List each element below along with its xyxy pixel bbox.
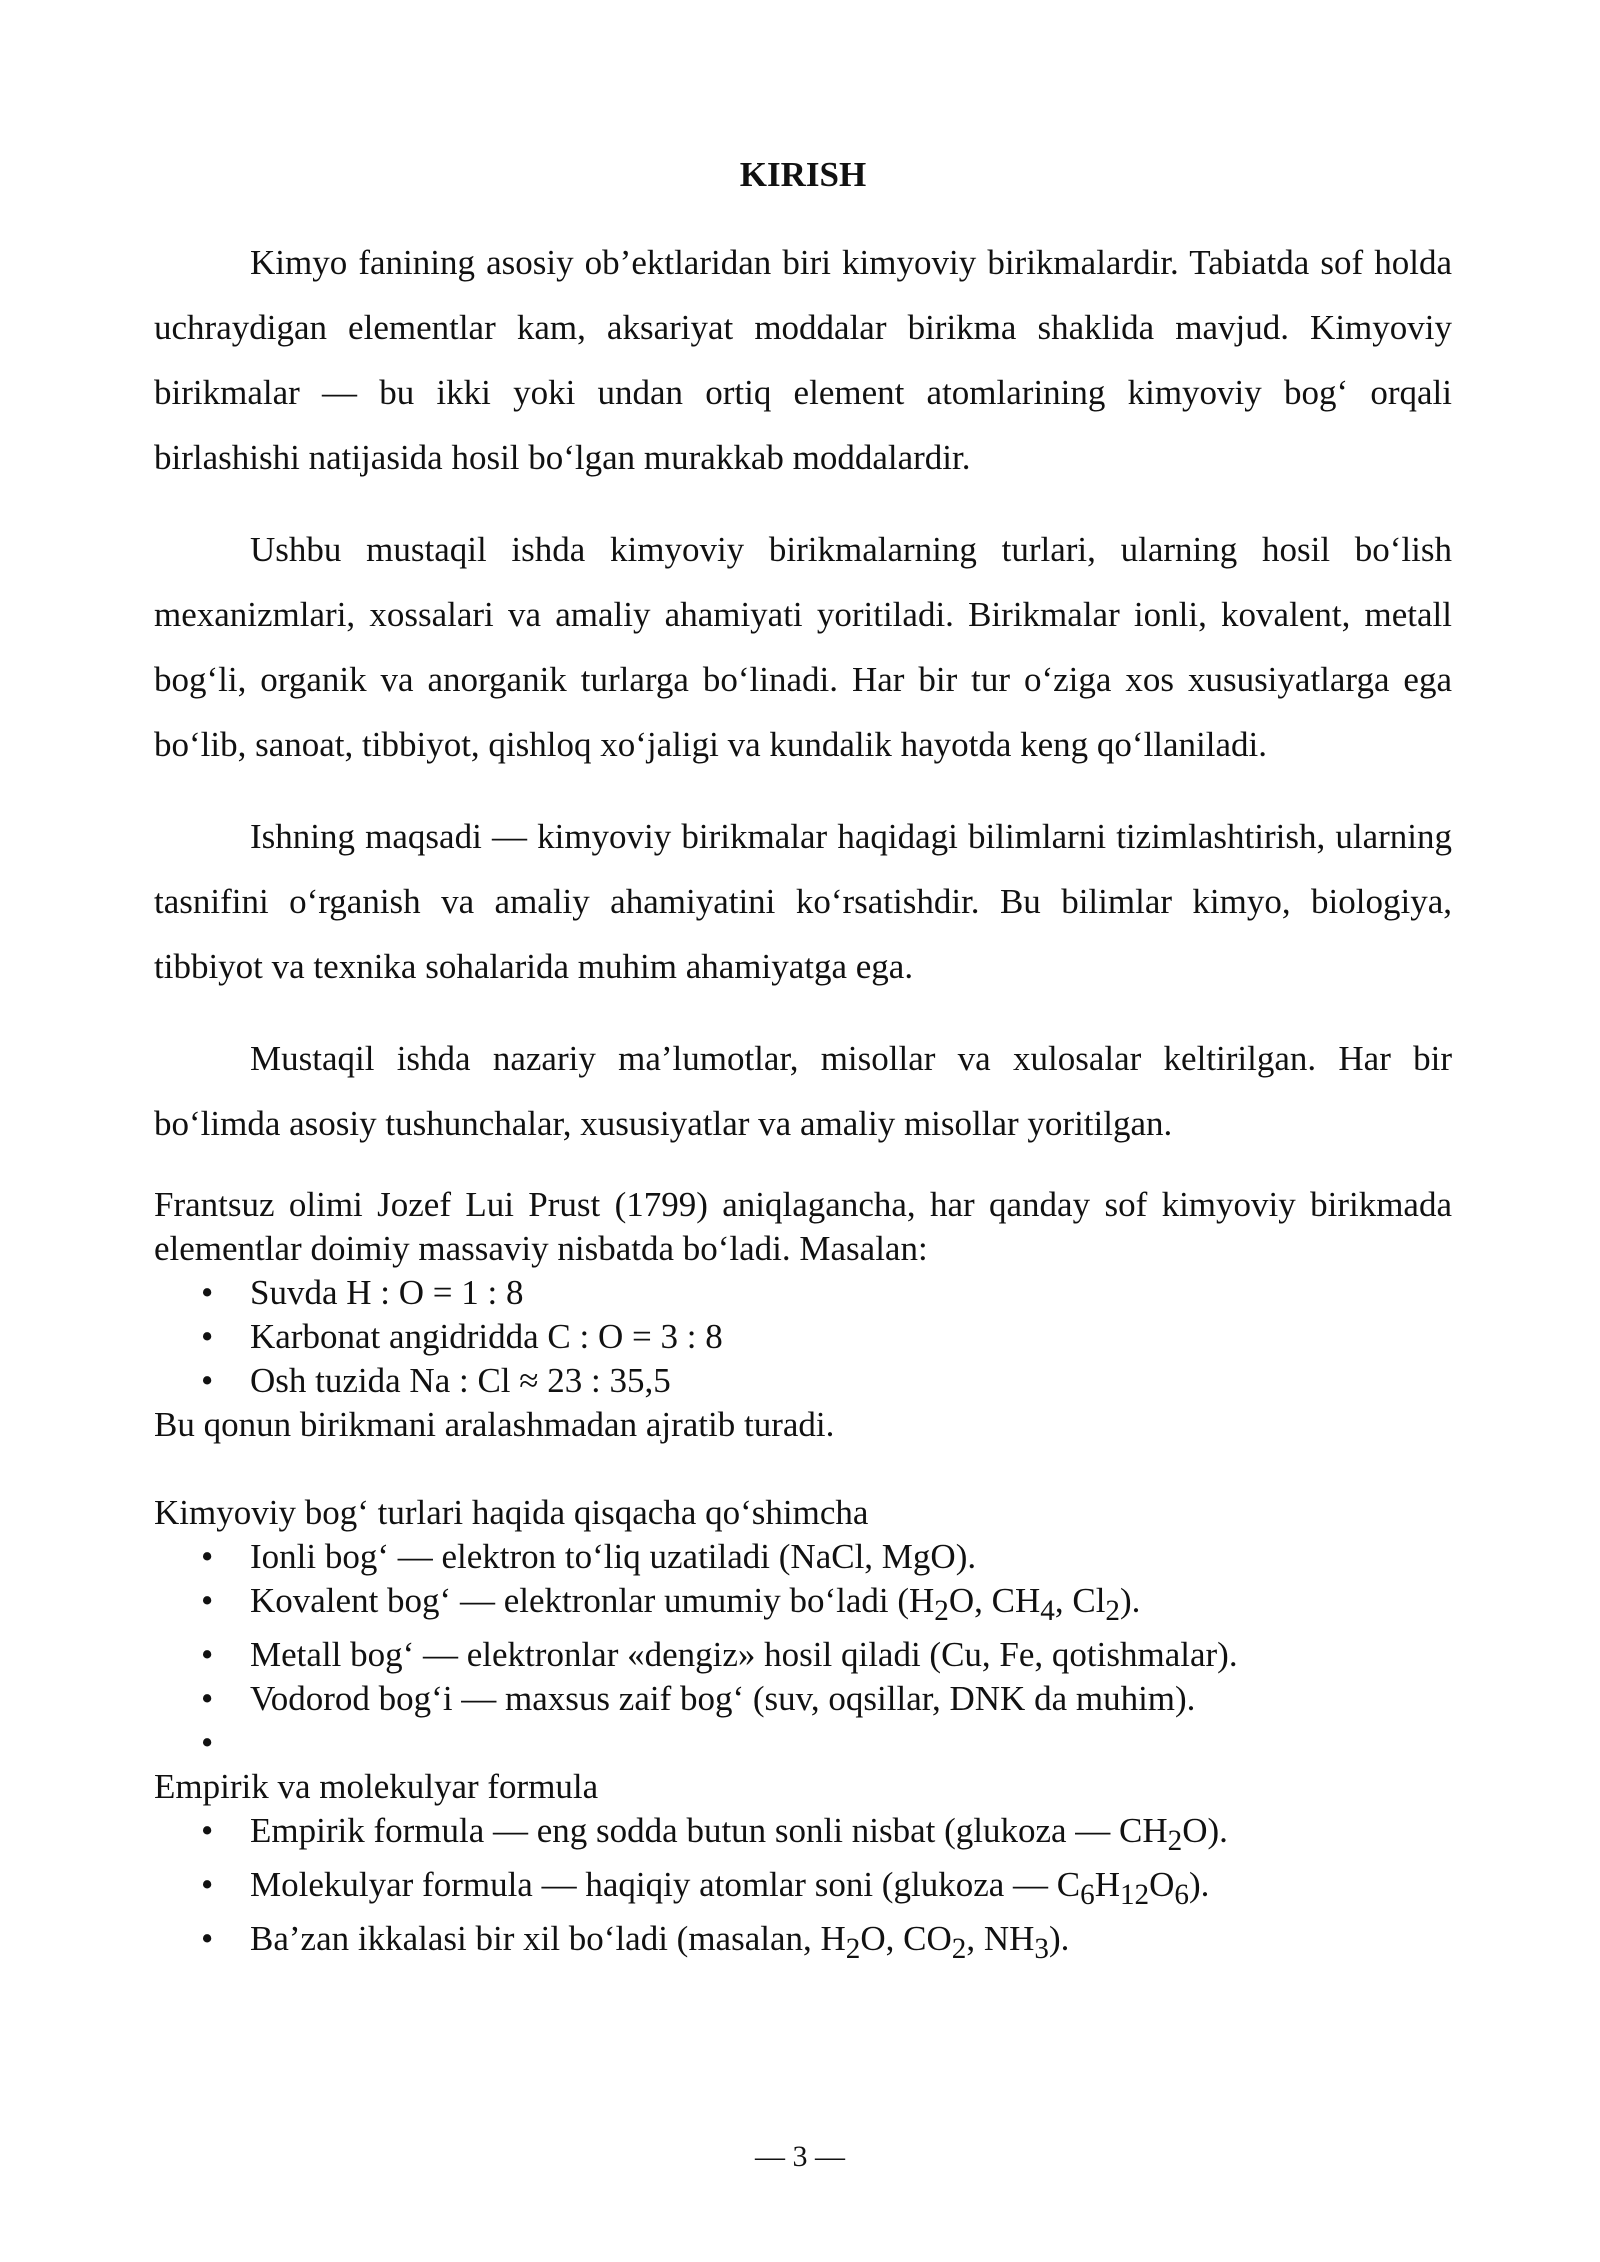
list-item: • Empirik formula — eng sodda butun sonli nisbat (glukoza — $CH_2O$). [201, 1811, 1228, 1857]
list-item: • Vodorod bog‘i — maxsus zaif bog‘ (suv, oqsillar, DNK da muhim). [154, 1677, 1452, 1721]
paragraph-scope: Ushbu mustaqil ishda kimyoviy birikmalarning turlari, ularning hosil bo‘lish mexanizmlari, xossalari va amaliy ahamiyati yoritiladi. Birikmalar ionli, kovalent, metall bog‘li, organik va anorganik turlarga bo‘linadi. Har bir tur o‘ziga xos xususiyatlarga ega bo‘lib, sanoat, tibbiyot, qishloq xo‘jaligi va kundalik hayotda keng qo‘llaniladi. [154, 530, 1452, 764]
formula-list [154, 1809, 1452, 1971]
list-item: • Molekulyar formula — haqiqiy atomlar soni (glukoza — $C_6H_{12}O_6$). [201, 1865, 1210, 1911]
bullet-icon: • [201, 1635, 214, 1674]
bullet-icon: • [201, 1273, 214, 1312]
bullet-icon: • [201, 1723, 214, 1762]
list-item: • Metall bog‘ — elektronlar «dengiz» hosil qiladi (Cu, Fe, qotishmalar). [154, 1633, 1452, 1677]
formula-heading: Empirik va molekulyar formula [154, 1767, 599, 1806]
paragraph-structure: Mustaqil ishda nazariy ma’lumotlar, misollar va xulosalar keltirilgan. Har bir bo‘limda asosiy tushunchalar, xususiyatlar va amaliy misollar yoritilgan. [154, 1039, 1452, 1143]
list-item: • Suvda H : O = 1 : 8 [154, 1271, 1452, 1315]
list-item: • Kovalent bog‘ — elektronlar umumiy bo‘ladi ($H_2O$, $CH_4$, $Cl_2$). [201, 1581, 1141, 1627]
list-item-empty [154, 1721, 1452, 1765]
proust-conclusion: Bu qonun birikmani aralashmadan ajratib turadi. [154, 1405, 835, 1444]
paragraph-intro: Kimyo fanining asosiy ob’ektlaridan biri kimyoviy birikmalardir. Tabiatda sof holda uchraydigan elementlar kam, aksariyat moddalar birikma shaklida mavjud. Kimyoviy birikmalar — bu ikki yoki undan ortiq element atomlarining kimyoviy bog‘ orqali birlashishi natijasida hosil bo‘lgan murakkab moddalardir. [154, 243, 1452, 477]
bullet-icon: • [201, 1537, 214, 1576]
list-item: • Ionli bog‘ — elektron to‘liq uzatiladi (NaCl, MgO). [154, 1535, 1452, 1579]
bullet-icon: • [201, 1679, 214, 1718]
bullet-icon: • [201, 1865, 214, 1904]
bonds-heading: Kimyoviy bog‘ turlari haqida qisqacha qo‘shimcha [154, 1493, 869, 1532]
proust-intro: Frantsuz olimi Jozef Lui Prust (1799) aniqlagancha, har qanday sof kimyoviy birikmada elementlar doimiy massaviy nisbatda bo‘ladi. Masalan: [154, 1185, 1452, 1268]
list-item: • Osh tuzida Na : Cl ≈ 23 : 35,5 [154, 1359, 1452, 1403]
page-content [154, 150, 1452, 1971]
section-title: KIRISH [739, 155, 867, 194]
bonds-list [154, 1535, 1452, 1765]
list-item: • Karbonat angidridda C : O = 3 : 8 [154, 1315, 1452, 1359]
page-number: — 3 — [755, 2140, 845, 2173]
bullet-icon: • [201, 1581, 214, 1620]
paragraph-goal: Ishning maqsadi — kimyoviy birikmalar haqidagi bilimlarni tizimlashtirish, ularning tasnifini o‘rganish va amaliy ahamiyatini ko‘rsatishdir. Bu bilimlar kimyo, biologiya, tibbiyot va texnika sohalarida muhim ahamiyatga ega. [154, 817, 1452, 986]
bullet-icon: • [201, 1811, 214, 1850]
bullet-icon: • [201, 1919, 214, 1958]
bullet-icon: • [201, 1317, 214, 1356]
proust-list [154, 1271, 1452, 1403]
bullet-icon: • [201, 1361, 214, 1400]
spacer [154, 1447, 1452, 1491]
list-item: • Ba’zan ikkalasi bir xil bo‘ladi (masalan, $H_2O$, $CO_2$, $NH_3$). [201, 1919, 1070, 1965]
